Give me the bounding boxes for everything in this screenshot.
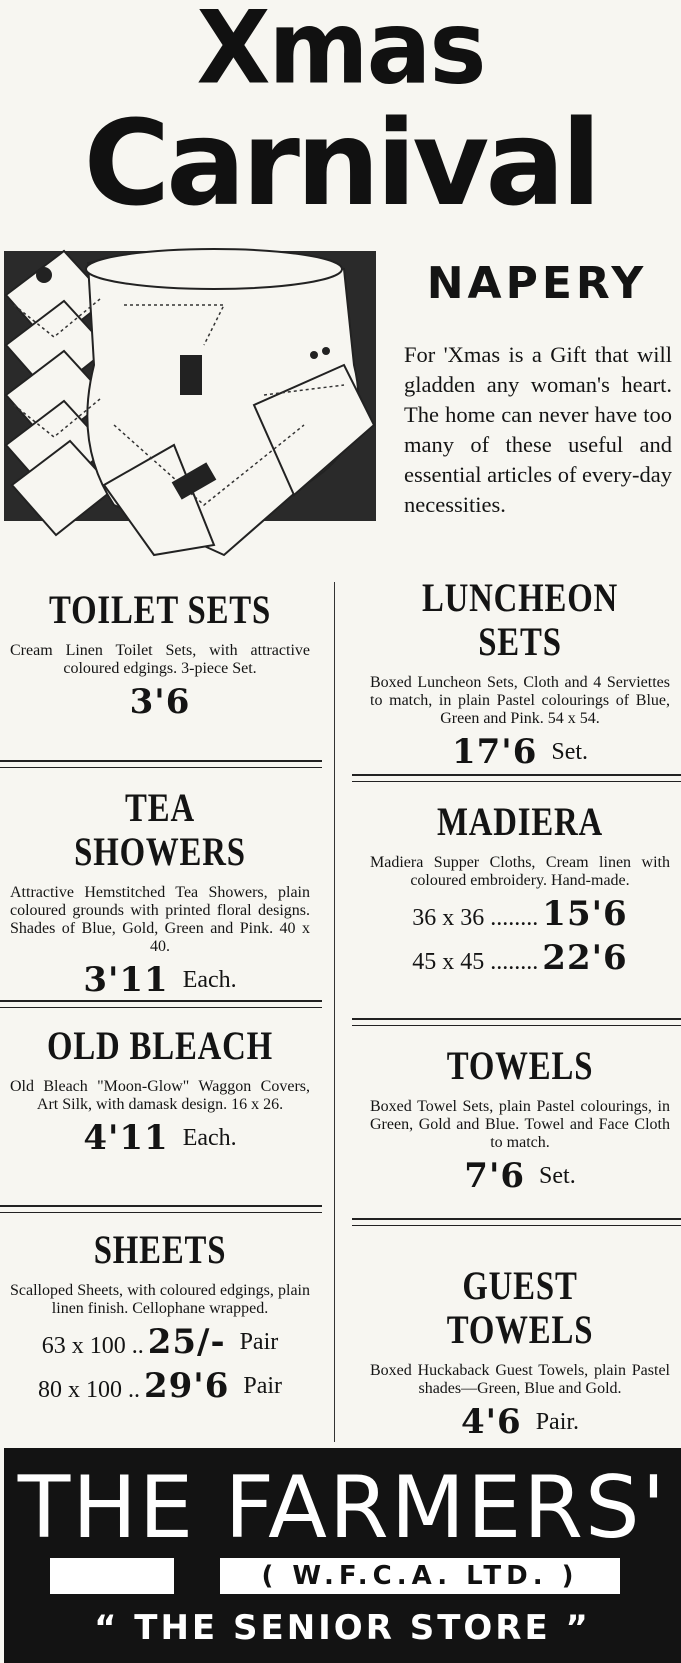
section-desc: Old Bleach "Moon-Glow" Waggon Covers, Art Silk, with damask design. 16 x 26. <box>10 1078 310 1113</box>
section-rule <box>0 760 322 768</box>
store-name: THE FARMERS' <box>17 1458 668 1558</box>
section-old-bleach <box>10 1024 310 1158</box>
price-unit: Each. <box>182 967 237 993</box>
price-size: 36 x 36 ........ <box>412 905 539 931</box>
section-title: OLD BLEACH <box>46 1023 273 1068</box>
section-title: LUNCHEON SETS <box>421 575 619 664</box>
column-divider <box>334 582 335 1442</box>
section-tea-showers <box>10 786 310 1000</box>
section-desc: Boxed Luncheon Sets, Cloth and 4 Serviettes to match, in plain Pastel colourings of Blue, Green and Pink. 54 x 54. <box>370 674 670 727</box>
section-title: SHEETS <box>93 1227 227 1272</box>
section-rule <box>352 1018 681 1026</box>
price: 15'6 <box>542 894 628 934</box>
section-madiera <box>370 800 670 978</box>
store-slogan: “ THE SENIOR STORE ” <box>94 1608 591 1648</box>
price-unit: Pair <box>243 1373 283 1399</box>
section-desc: Scalloped Sheets, with coloured edgings, plain linen finish. Cellophane wrapped. <box>10 1282 310 1317</box>
section-luncheon-sets <box>370 576 670 772</box>
price: 17'6 <box>451 732 538 772</box>
price-line <box>370 1156 670 1196</box>
store-banner <box>4 1448 681 1663</box>
headline-carnival: Carnival <box>83 94 598 232</box>
price-line <box>370 938 670 978</box>
section-title: GUEST TOWELS <box>446 1263 594 1352</box>
section-sheets <box>10 1228 310 1406</box>
price-unit: Set. <box>551 739 589 765</box>
section-towels <box>370 1044 670 1196</box>
section-title: TOILET SETS <box>48 587 272 632</box>
price: 7'6 <box>464 1156 526 1196</box>
price-line <box>370 894 670 934</box>
headline-xmas: Xmas <box>196 0 485 107</box>
price-line <box>10 960 310 1000</box>
price-size: 63 x 100 .. <box>41 1333 144 1359</box>
price-line <box>10 682 310 722</box>
price-line <box>10 1366 310 1406</box>
price-size: 80 x 100 .. <box>37 1377 140 1403</box>
section-title: MADIERA <box>436 799 604 844</box>
banner-panel <box>50 1558 174 1594</box>
section-desc: Madiera Supper Cloths, Cream linen with coloured embroidery. Hand-made. <box>370 854 670 889</box>
section-rule <box>352 774 681 782</box>
price: 3'11 <box>83 960 169 1000</box>
section-desc: Boxed Towel Sets, plain Pastel colourings, in Green, Gold and Blue. Towel and Face Cloth to match. <box>370 1098 670 1151</box>
price: 25/- <box>147 1322 226 1362</box>
section-toilet-sets <box>10 588 310 722</box>
price: 22'6 <box>542 938 628 978</box>
price-line <box>10 1118 310 1158</box>
section-desc: Boxed Huckaback Guest Towels, plain Pastel shades—Green, Blue and Gold. <box>370 1362 670 1397</box>
price-line <box>370 732 670 772</box>
price-unit: Set. <box>539 1163 576 1189</box>
price: 29'6 <box>143 1366 230 1406</box>
section-guest-towels <box>370 1264 670 1442</box>
price: 4'11 <box>83 1118 169 1158</box>
price: 3'6 <box>129 682 191 722</box>
section-desc: Cream Linen Toilet Sets, with attractive coloured edgings. 3-piece Set. <box>10 642 310 677</box>
price-unit: Pair. <box>535 1409 580 1435</box>
section-desc: Attractive Hemstitched Tea Showers, plain coloured grounds with printed floral designs. Shades of Blue, Gold, Green and Pink. 40 x 40. <box>10 884 310 955</box>
price-unit: Each. <box>182 1125 237 1151</box>
section-title: TEA SHOWERS <box>74 785 246 874</box>
napery-title: NAPERY <box>426 258 648 309</box>
price: 4'6 <box>460 1402 522 1442</box>
price-line <box>10 1322 310 1362</box>
section-title: TOWELS <box>446 1043 594 1088</box>
section-rule <box>352 1218 681 1226</box>
price-size: 45 x 45 ........ <box>412 949 539 975</box>
price-unit: Pair <box>239 1329 279 1355</box>
napery-intro: For 'Xmas is a Gift that will gladden any woman's heart. The home can never have too many of these useful and essential articles of every-day necessities. <box>404 342 673 517</box>
price-line <box>370 1402 670 1442</box>
store-company: ( W.F.C.A. LTD. ) <box>220 1558 620 1594</box>
section-rule <box>0 1000 322 1008</box>
section-rule <box>0 1205 322 1213</box>
napery-illustration <box>4 245 376 565</box>
